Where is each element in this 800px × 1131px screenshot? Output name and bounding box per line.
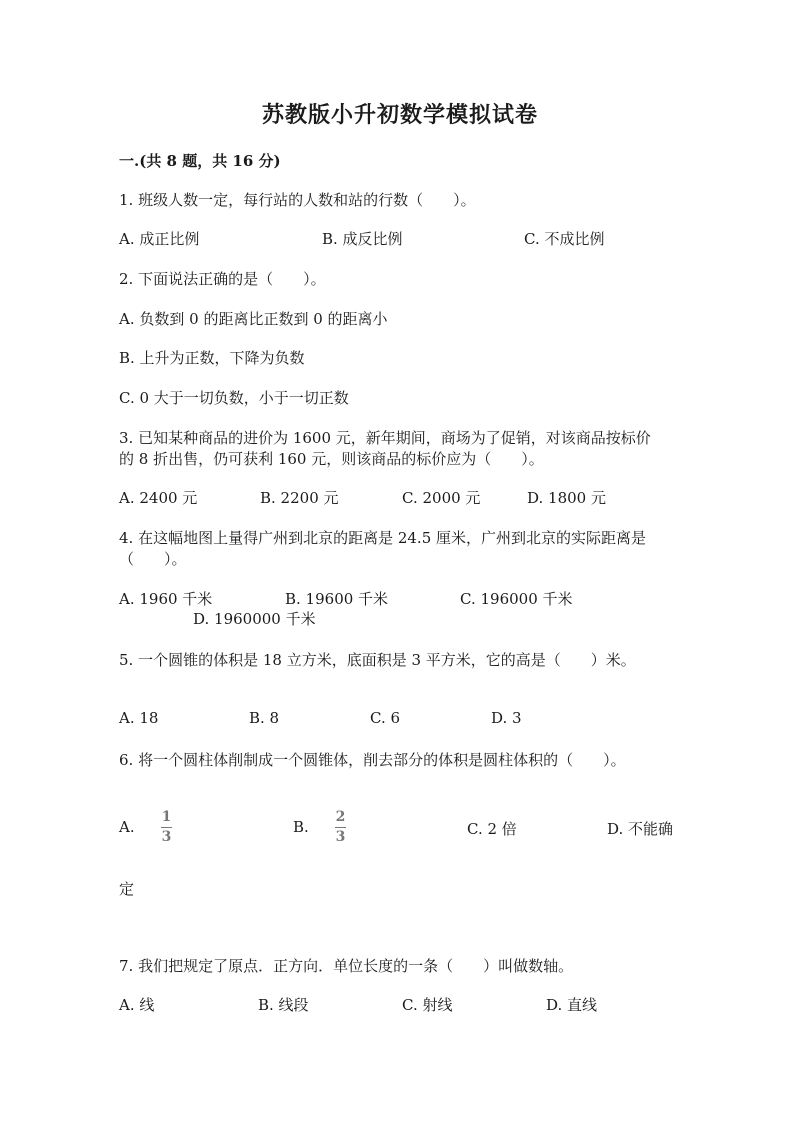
question-4-stem-line-2: （ ）。 xyxy=(119,550,187,568)
question-4-option-a: A. 1960 千米 xyxy=(119,590,213,608)
question-3-option-c: C. 2000 元 xyxy=(402,489,481,507)
question-7-option-d: D. 直线 xyxy=(546,996,598,1014)
section-heading: 一.(共 8 题，共 16 分) xyxy=(119,152,281,170)
question-3-option-b: B. 2200 元 xyxy=(260,489,339,507)
question-7-option-c: C. 射线 xyxy=(402,996,453,1014)
question-4-option-b: B. 19600 千米 xyxy=(285,590,389,608)
question-6-option-a: A. xyxy=(119,818,135,836)
question-2-option-c: C. 0 大于一切负数，小于一切正数 xyxy=(119,389,349,407)
question-5-stem: 5. 一个圆锥的体积是 18 立方米，底面积是 3 平方米，它的高是（ ）米。 xyxy=(119,651,636,669)
question-5-option-d: D. 3 xyxy=(491,709,522,727)
question-6-option-b: B. xyxy=(293,818,309,836)
question-7-option-b: B. 线段 xyxy=(258,996,309,1014)
page-title: 苏教版小升初数学模拟试卷 xyxy=(261,102,538,128)
question-4-stem-line-1: 4. 在这幅地图上量得广州到北京的距离是 24.5 厘米，广州到北京的实际距离是 xyxy=(119,529,647,547)
fraction-numerator: 1 xyxy=(161,809,172,825)
question-1-stem: 1. 班级人数一定，每行站的人数和站的行数（ ）。 xyxy=(119,191,476,209)
question-4-option-d: D. 1960000 千米 xyxy=(193,610,316,628)
question-6-option-c: C. 2 倍 xyxy=(467,820,517,838)
question-3-option-d: D. 1800 元 xyxy=(527,489,606,507)
fraction-two-thirds xyxy=(335,810,346,845)
question-5-option-b: B. 8 xyxy=(249,709,280,727)
question-4-option-c: C. 196000 千米 xyxy=(460,590,573,608)
question-1-option-b: B. 成反比例 xyxy=(322,230,403,248)
question-3-option-a: A. 2400 元 xyxy=(119,489,198,507)
question-7-option-a: A. 线 xyxy=(119,996,155,1014)
question-6-stem: 6. 将一个圆柱体削制成一个圆锥体，削去部分的体积是圆柱体积的（ ）。 xyxy=(119,751,626,769)
question-6-option-d-wrap: 定 xyxy=(119,880,135,898)
question-2-option-b: B. 上升为正数，下降为负数 xyxy=(119,349,305,367)
question-3-stem-line-1: 3. 已知某种商品的进价为 1600 元，新年期间，商场为了促销，对该商品按标价 xyxy=(119,429,651,447)
fraction-bar xyxy=(335,827,346,828)
fraction-one-third xyxy=(161,810,172,845)
question-7-stem: 7. 我们把规定了原点．正方向．单位长度的一条（ ）叫做数轴。 xyxy=(119,957,574,975)
question-2-stem: 2. 下面说法正确的是（ ）。 xyxy=(119,270,326,288)
question-1-option-a: A. 成正比例 xyxy=(119,230,200,248)
question-1-option-c: C. 不成比例 xyxy=(524,230,605,248)
question-2-option-a: A. 负数到 0 的距离比正数到 0 的距离小 xyxy=(119,310,388,328)
fraction-denominator: 3 xyxy=(335,829,346,845)
fraction-bar xyxy=(161,827,172,828)
fraction-denominator: 3 xyxy=(161,829,172,845)
fraction-numerator: 2 xyxy=(335,809,346,825)
question-6-option-d: D. 不能确 xyxy=(607,820,674,838)
question-5-option-c: C. 6 xyxy=(370,709,401,727)
question-5-option-a: A. 18 xyxy=(119,709,159,727)
question-3-stem-line-2: 的 8 折出售，仍可获利 160 元，则该商品的标价应为（ ）。 xyxy=(119,450,544,468)
